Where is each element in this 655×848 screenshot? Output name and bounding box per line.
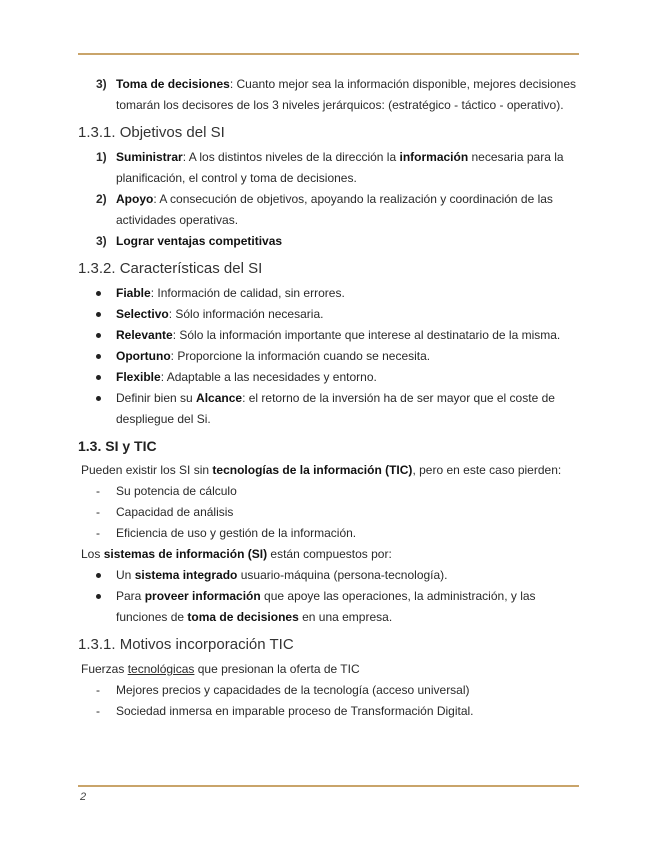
list-item bbox=[78, 367, 588, 388]
list-item bbox=[78, 283, 588, 304]
bullet-icon bbox=[96, 333, 101, 338]
text: Los bbox=[81, 547, 104, 561]
term: proveer información bbox=[144, 589, 261, 603]
section-heading-caracteristicas: 1.3.2. Características del SI bbox=[78, 260, 263, 277]
header-rule bbox=[78, 53, 579, 55]
list-item bbox=[78, 701, 588, 722]
description: : Sólo la información importante que interese al destinatario de la misma. bbox=[172, 328, 561, 342]
description: Para bbox=[116, 589, 145, 603]
dash-marker: - bbox=[96, 683, 100, 697]
description: : Sólo información necesaria. bbox=[168, 307, 324, 321]
list-item bbox=[78, 325, 588, 346]
section-heading-si-tic: 1.3. SI y TIC bbox=[78, 438, 157, 454]
term: toma de decisiones bbox=[187, 610, 299, 624]
list-item bbox=[78, 231, 588, 252]
text: que presionan la oferta de TIC bbox=[194, 662, 360, 676]
list-item bbox=[78, 565, 588, 586]
term: sistemas de información (SI) bbox=[103, 547, 268, 561]
list-item bbox=[78, 680, 588, 701]
description: : Adaptable a las necesidades y entorno. bbox=[160, 370, 377, 384]
list-number: 1) bbox=[96, 150, 107, 164]
description: Sociedad inmersa en imparable proceso de Transformación Digital. bbox=[116, 704, 474, 718]
list-item bbox=[78, 346, 588, 367]
paragraph bbox=[78, 460, 588, 481]
list-item bbox=[78, 481, 588, 502]
list-number: 3) bbox=[96, 77, 107, 91]
description: que apoye las operaciones, la administración, y las funciones de bbox=[116, 589, 536, 624]
page-number: 2 bbox=[80, 791, 87, 803]
bullet-icon bbox=[96, 375, 101, 380]
list-item bbox=[78, 74, 588, 116]
list-item bbox=[78, 189, 588, 231]
description: usuario-máquina (persona-tecnología). bbox=[237, 568, 448, 582]
list-item bbox=[78, 502, 588, 523]
term: Relevante bbox=[116, 328, 173, 342]
description: : Información de calidad, sin errores. bbox=[150, 286, 345, 300]
footer-rule bbox=[78, 785, 579, 787]
term: Flexible bbox=[116, 370, 161, 384]
list-item bbox=[78, 388, 588, 430]
term: información bbox=[399, 150, 469, 164]
term: Apoyo bbox=[116, 192, 154, 206]
bullet-icon bbox=[96, 312, 101, 317]
description: necesaria para la planificación, el control y toma de decisiones. bbox=[116, 150, 564, 185]
section-heading-motivos: 1.3.1. Motivos incorporación TIC bbox=[78, 636, 294, 653]
term: Alcance bbox=[196, 391, 243, 405]
underlined-term: tecnológicas bbox=[127, 662, 195, 676]
description: : Proporcione la información cuando se necesita. bbox=[170, 349, 431, 363]
dash-marker: - bbox=[96, 704, 100, 718]
list-item bbox=[78, 147, 588, 189]
term: Fiable bbox=[116, 286, 151, 300]
description: Mejores precios y capacidades de la tecnología (acceso universal) bbox=[116, 683, 470, 697]
dash-marker: - bbox=[96, 526, 100, 540]
bullet-icon bbox=[96, 396, 101, 401]
term: sistema integrado bbox=[134, 568, 238, 582]
description: Definir bien su bbox=[116, 391, 197, 405]
text: están compuestos por: bbox=[267, 547, 392, 561]
description: Su potencia de cálculo bbox=[116, 484, 237, 498]
paragraph bbox=[78, 544, 588, 565]
text: Pueden existir los SI sin bbox=[81, 463, 213, 477]
description: en una empresa. bbox=[298, 610, 393, 624]
dash-marker: - bbox=[96, 484, 100, 498]
text: Fuerzas bbox=[81, 662, 128, 676]
section-heading-objetivos: 1.3.1. Objetivos del SI bbox=[78, 124, 225, 141]
list-item bbox=[78, 304, 588, 325]
bullet-icon bbox=[96, 291, 101, 296]
description: : A los distintos niveles de la dirección la bbox=[182, 150, 400, 164]
term: Suministrar bbox=[116, 150, 183, 164]
list-item bbox=[78, 586, 588, 628]
term: Toma de decisiones bbox=[116, 77, 230, 91]
list-item bbox=[78, 523, 588, 544]
description: : Cuanto mejor sea la información disponible, mejores decisiones tomarán los decisores de los 3 niveles jerárquicos: (estratégico - táctico - operativo). bbox=[116, 77, 576, 112]
description: Un bbox=[116, 568, 135, 582]
page-content bbox=[78, 74, 588, 722]
list-number: 3) bbox=[96, 234, 107, 248]
description: Eficiencia de uso y gestión de la información. bbox=[116, 526, 357, 540]
list-number: 2) bbox=[96, 192, 107, 206]
bullet-icon bbox=[96, 594, 101, 599]
description: Capacidad de análisis bbox=[116, 505, 234, 519]
description: : A consecución de objetivos, apoyando la realización y coordinación de las actividades operativas. bbox=[116, 192, 553, 227]
bullet-icon bbox=[96, 573, 101, 578]
term: Oportuno bbox=[116, 349, 171, 363]
text: , pero en este caso pierden: bbox=[412, 463, 562, 477]
paragraph bbox=[78, 659, 588, 680]
term: Selectivo bbox=[116, 307, 169, 321]
dash-marker: - bbox=[96, 505, 100, 519]
term: Lograr ventajas competitivas bbox=[116, 234, 283, 248]
bullet-icon bbox=[96, 354, 101, 359]
term: tecnologías de la información (TIC) bbox=[212, 463, 413, 477]
description: : el retorno de la inversión ha de ser mayor que el coste de despliegue del Si. bbox=[116, 391, 555, 426]
